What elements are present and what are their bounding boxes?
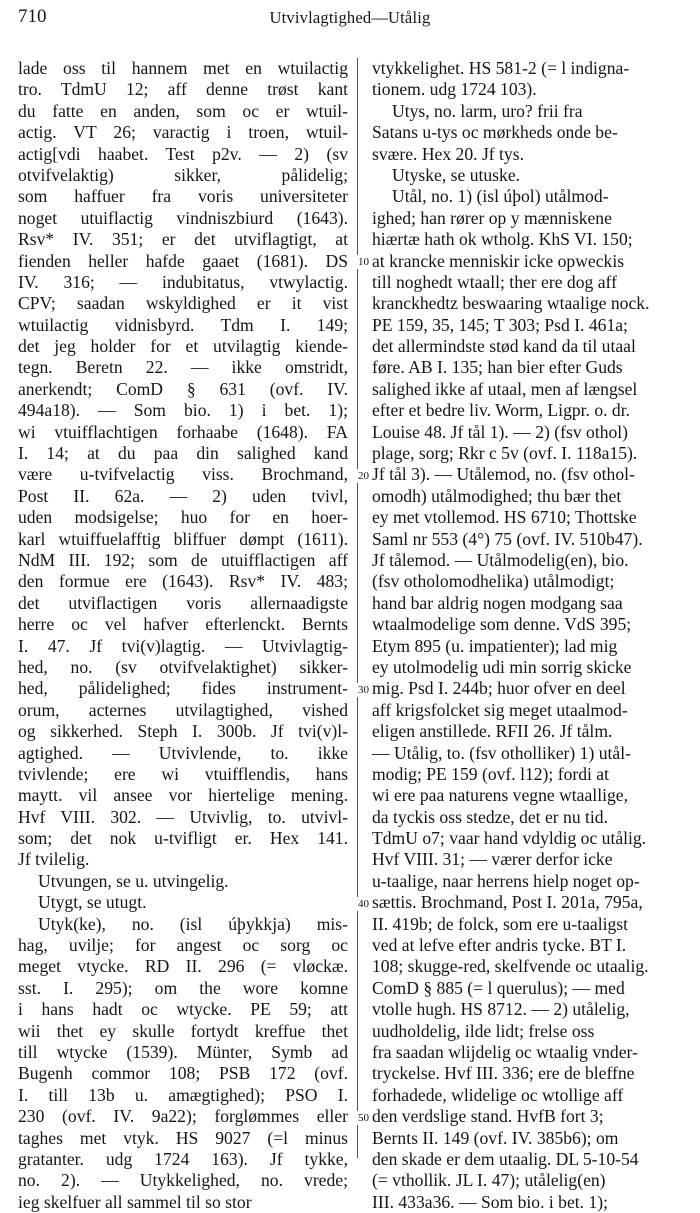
text-line: fienden heller hafde gaaet (1681). DS — [18, 250, 348, 271]
text-line: den skade er dem utaalig. DL 5-10-54 — [372, 1148, 639, 1169]
text-line: ved at lefve efter andris tycke. BT I. — [372, 935, 627, 956]
text-line: wtaalmodelige som denne. VdS 395; — [372, 614, 632, 635]
line-number: 30 — [351, 683, 369, 697]
text-line: modig; PE 159 (ovf. l12); fordi at — [372, 763, 610, 784]
text-line: vtykkelighet. HS 581-2 (= l indigna- — [372, 58, 630, 78]
text-line: wtuilactig vidnisbyrd. Tdm I. 149; — [18, 314, 348, 335]
column-divider — [357, 58, 358, 1158]
text-line: Satans u-tys oc mørkheds onde be- — [372, 122, 618, 143]
text-line: vtolle hugh. HS 8712. — 2) utålelig, — [372, 999, 630, 1020]
text-line: III. 433a36. — Som bio. i bet. 1); — [372, 1191, 609, 1212]
line-number: 20 — [351, 469, 369, 483]
text-line: Louise 48. Jf tål 1). — 2) (fsv othol) — [372, 421, 629, 442]
text-line: hag, uvilje; for angest oc sorg oc — [18, 935, 348, 956]
right-column — [372, 58, 698, 1213]
text-line: omodh) utålmodighed; thu bær thet — [372, 485, 622, 506]
text-line: CPV; saadan wskyldighed er it vist — [18, 293, 348, 314]
text-line: I. till 13b u. amægtighed); PSO I. — [18, 1084, 348, 1105]
text-line: uudholdelig, ilde lidt; frelse oss — [372, 1020, 595, 1041]
text-line: det jeg holder for et utvilagtig kiende- — [18, 336, 348, 357]
text-line: anerkendt; ComD § 631 (ovf. IV. — [18, 378, 348, 399]
text-line: da tyckis oss stedze, det er nu tid. — [372, 806, 608, 827]
text-line: no. 2). — Utykkelighed, no. vrede; — [18, 1170, 348, 1191]
text-line: tryckelse. Hvf III. 336; ere de bleffne — [372, 1063, 635, 1084]
text-line: ey met vtollemod. HS 6710; Thottske — [372, 507, 637, 528]
text-line: wi ere paa naturens vegne wtaallige, — [372, 785, 628, 806]
text-line: till noghedt wtaall; ther ere dog aff — [372, 271, 617, 292]
text-line: være u-tvifvelactig viss. Brochmand, — [18, 464, 348, 485]
text-line: fra saadan wlijdelig oc wtaalig vnder- — [372, 1041, 638, 1062]
text-line: det allermindste stød kand da til utaal — [372, 336, 636, 357]
text-line: Jf tål 3). — Utålemod, no. (fsv othol- — [372, 464, 635, 485]
text-line: den verdslige stand. HvfB fort 3; — [372, 1106, 604, 1127]
text-line: actig. VT 26; varactig i troen, wtuil- — [18, 122, 348, 143]
text-line: agtighed. — Utvivlende, to. ikke — [18, 742, 348, 763]
text-line: sst. I. 295); om the wore komne — [18, 977, 348, 998]
text-line: uden modsigelse; huo for en hoer- — [18, 507, 348, 528]
text-line: Jf tålemod. — Utålmodelig(en), bio. — [372, 549, 629, 570]
text-line: tegn. Beretn 22. — ikke omstridt, — [18, 357, 348, 378]
text-line: Utys, no. larm, uro? frii fra — [392, 100, 583, 121]
text-line: som haffuer fra voris universiteter — [18, 186, 348, 207]
text-line: (= vthollik. JL I. 47); utålelig(en) — [372, 1170, 606, 1191]
text-line: det utviflactigen voris allernaadigste — [18, 592, 348, 613]
text-line: lade oss til hannem met en wtuilactig — [18, 58, 348, 78]
text-line: orum, acternes utvilagtighed, vished — [18, 699, 348, 720]
text-line: Utyske, se utuske. — [392, 164, 521, 185]
text-line: som; det nok u-tvifligt er. Hex 141. — [18, 828, 348, 849]
text-line: Utvungen, se u. utvingelig. — [38, 870, 229, 891]
text-line: (fsv otholomodhelika) utålmodigt; — [372, 571, 615, 592]
line-number: 40 — [351, 897, 369, 911]
text-line: I. 14; at du paa din salighed kand — [18, 443, 348, 464]
text-line: maytt. vil ansee vor hiertelige mening. — [18, 785, 348, 806]
line-number: 10 — [351, 255, 369, 269]
text-line: Bugenh commor 108; PSB 172 (ovf. — [18, 1063, 348, 1084]
text-line: wii thet ey skulle fortydt kreffue thet — [18, 1020, 348, 1041]
text-line: du fatte en anden, som oc er wtuil- — [18, 100, 348, 121]
text-line: hed, no. (sv otvifvelaktighet) sikker- — [18, 656, 348, 677]
text-line: otvifvelaktig) sikker, pålidelig; — [18, 164, 348, 185]
text-line: hand bar aldrig nogen modgang saa — [372, 592, 623, 613]
text-line: forhadede, wlidelige oc wtollige aff — [372, 1084, 624, 1105]
line-number: 50 — [351, 1111, 369, 1125]
text-line: NdM III. 192; som de utuifflactigen aff — [18, 549, 348, 570]
text-line: salighed ikke af utaal, men af længsel — [372, 378, 638, 399]
text-line: Hvf VIII. 31; — værer derfor icke — [372, 849, 613, 870]
text-line: og sikkerhed. Steph I. 300b. Jf tvi(v)l- — [18, 721, 348, 742]
text-line: till wtycke (1539). Münter, Symb ad — [18, 1041, 348, 1062]
text-line: meget vtycke. RD II. 296 (= vløckæ. — [18, 956, 348, 977]
text-line: u-taalige, naar herrens hielp noget op- — [372, 870, 640, 891]
text-line: actig[vdi haabet. Test p2v. — 2) (sv — [18, 143, 348, 164]
text-line: at krancke menniskir icke opweckis — [372, 250, 625, 271]
text-line: — Utålig, to. (fsv otholliker) 1) utål- — [372, 742, 631, 763]
text-line: gratanter. udg 1724 163). Jf tykke, — [18, 1148, 348, 1169]
text-line: IV. 316; — indubitatus, vtwylactig. — [18, 271, 348, 292]
text-line: plage, sorg; Rkr c 5v (ovf. I. 118a15). — [372, 443, 638, 464]
text-line: Jf tvilelig. — [18, 849, 90, 870]
text-line: Rsv* IV. 351; er det utviflagtigt, at — [18, 229, 348, 250]
text-line: ComD § 885 (= l querulus); — med — [372, 977, 625, 998]
text-line: ighed; han rører op y mænniskene — [372, 207, 612, 228]
text-line: sættis. Brochmand, Post I. 201a, 795a, — [372, 892, 643, 913]
text-line: I. 47. Jf tvi(v)lagtig. — Utvivlagtig- — [18, 635, 348, 656]
text-line: den formue ere (1643). Rsv* IV. 483; — [18, 571, 348, 592]
text-line: 108; skugge-red, skelfvende oc utaalig. — [372, 956, 649, 977]
text-line: tvivlende; ere wi vtuifflendis, hans — [18, 763, 348, 784]
left-column — [18, 58, 348, 1213]
text-line: tro. TdmU 12; aff denne trøst kant — [18, 79, 348, 100]
page-number: 710 — [18, 6, 47, 27]
text-line: kranckhedtz beswaaring wtaalige nock. — [372, 293, 650, 314]
text-line: svære. Hex 20. Jf tys. — [372, 143, 524, 164]
text-line: noget utuiflactig vindniszbiurd (1643). — [18, 207, 348, 228]
text-line: mig. Psd I. 244b; huor ofver en deel — [372, 678, 626, 699]
text-line: hiærtæ hath ok wtholg. KhS VI. 150; — [372, 229, 633, 250]
text-line: Utål, no. 1) (isl úþol) utålmod- — [392, 186, 609, 207]
text-line: Utyk(ke), no. (isl úþykkja) mis- — [38, 913, 348, 934]
text-line: wi vtuifflachtigen forhaabe (1648). FA — [18, 421, 348, 442]
text-line: efter et bedre liv. Worm, Ligpr. o. dr. — [372, 400, 631, 421]
text-line: tionem. udg 1724 103). — [372, 79, 537, 100]
text-line: eligen anstillede. RFII 26. Jf tålm. — [372, 721, 613, 742]
text-line: hed, pålidelighed; fides instrument- — [18, 678, 348, 699]
page-header — [0, 0, 700, 40]
text-line: TdmU o7; vaar hand vdyldig oc utålig. — [372, 828, 647, 849]
text-line: 494a18). — Som bio. 1) i bet. 1); — [18, 400, 348, 421]
text-line: PE 159, 35, 145; T 303; Psd I. 461a; — [372, 314, 628, 335]
text-line: ieg skelfuer all sammel til so stor — [18, 1191, 252, 1212]
text-line: 230 (ovf. IV. 9a22); forglømmes eller — [18, 1106, 348, 1127]
running-head: Utvivlagtighed—Utålig — [269, 8, 431, 27]
text-line: Etym 895 (u. impatienter); lad mig — [372, 635, 618, 656]
text-line: Hvf VIII. 302. — Utvivlig, to. utvivl- — [18, 806, 348, 827]
text-line: II. 419b; de folck, som ere u-taaligst — [372, 913, 629, 934]
text-line: aff krigsfolcket sig meget utaalmod- — [372, 699, 628, 720]
text-line: herre oc vel hafver efterlenckt. Bernts — [18, 614, 348, 635]
text-line: Saml nr 553 (4°) 75 (ovf. IV. 510b47). — [372, 528, 643, 549]
text-line: karl wtuiffuelafftig bliffuer dømpt (1611). — [18, 528, 348, 549]
text-line: taghes met vtyk. HS 9027 (=l minus — [18, 1127, 348, 1148]
text-line: Post II. 62a. — 2) uden tvivl, — [18, 485, 348, 506]
text-line: Utygt, se utugt. — [38, 892, 147, 913]
text-line: føre. AB I. 135; han bier efter Guds — [372, 357, 623, 378]
text-line: Bernts II. 149 (ovf. IV. 385b6); om — [372, 1127, 619, 1148]
text-line: ey utolmodelig udi min sorrig skicke — [372, 656, 632, 677]
text-line: i hans hadt oc wtycke. PE 59; att — [18, 999, 348, 1020]
